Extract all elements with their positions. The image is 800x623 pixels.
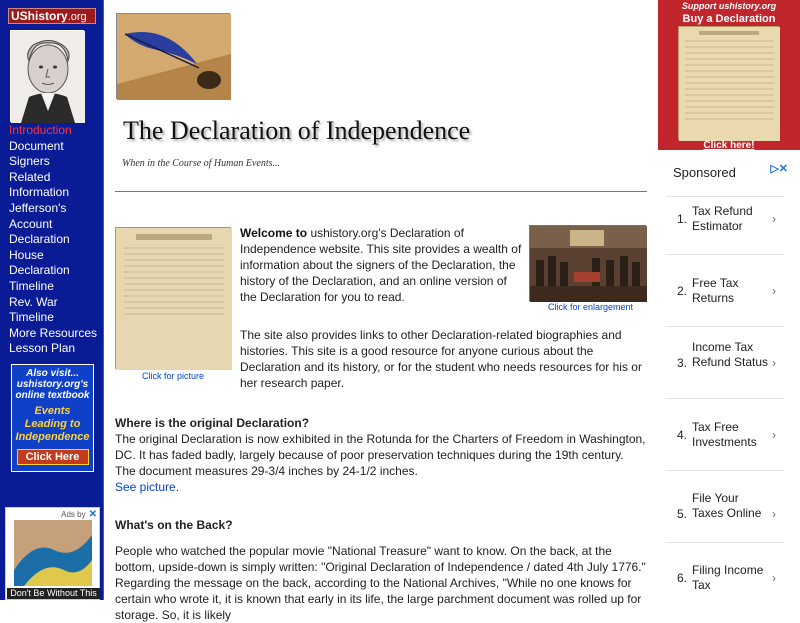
- logo-org: .org: [67, 11, 87, 23]
- sidebar-item-signers[interactable]: Signers: [9, 154, 50, 169]
- sidebar-item-declaration-2[interactable]: Declaration: [9, 263, 70, 278]
- chevron-right-icon: ›: [772, 212, 776, 226]
- welcome-bold: Welcome to: [240, 226, 308, 240]
- sponsored-label: Tax Free Investments: [692, 420, 757, 449]
- sidebar-item-rev-war[interactable]: Rev. War: [9, 294, 58, 309]
- ads-by-label: Ads by: [61, 510, 86, 519]
- declaration-document-image[interactable]: [115, 227, 231, 369]
- welcome-paragraph: [240, 225, 524, 305]
- click-here-link[interactable]: Click here!: [703, 140, 755, 151]
- sponsored-label: Income Tax Refund Status: [692, 340, 769, 369]
- sidebar-item-introduction[interactable]: Introduction: [9, 123, 72, 137]
- sidebar-item-jeffersons[interactable]: Jefferson's: [9, 200, 67, 215]
- sponsored-label: Tax Refund Estimator: [692, 204, 753, 233]
- sponsored-number: 2.: [677, 284, 688, 298]
- sidebar-item-declaration[interactable]: Declaration: [9, 232, 70, 247]
- back-heading: What's on the Back?: [115, 518, 233, 532]
- ad-header: [61, 509, 97, 520]
- quill-image: [116, 13, 230, 99]
- divider: [115, 191, 647, 192]
- textbook-promo[interactable]: [11, 364, 94, 472]
- portrait-image: [11, 31, 85, 123]
- see-picture-link[interactable]: See picture.: [115, 480, 180, 494]
- chevron-right-icon: ›: [772, 507, 776, 521]
- sponsored-label: File Your Taxes Online: [692, 491, 762, 520]
- buy-declaration-promo[interactable]: [658, 0, 800, 150]
- buy-title: Buy a Declaration: [682, 13, 776, 25]
- chevron-right-icon: ›: [772, 356, 776, 370]
- document-icon: [116, 228, 232, 370]
- sponsored-item[interactable]: [666, 196, 784, 254]
- ad-caption: Don't Be Without This: [7, 588, 100, 599]
- signing-painting-image[interactable]: [529, 225, 646, 301]
- page-title: The Declaration of Independence: [123, 116, 471, 145]
- sidebar-item-information[interactable]: Information: [9, 185, 70, 200]
- sidebar-item-lesson-plan[interactable]: Lesson Plan: [9, 341, 76, 356]
- painting-icon: [530, 226, 647, 302]
- jefferson-portrait[interactable]: [10, 30, 84, 122]
- sponsored-heading: Sponsored: [673, 165, 736, 180]
- sidebar-item-more-resources[interactable]: More Resources: [9, 325, 98, 340]
- sponsored-item[interactable]: [666, 470, 784, 542]
- chevron-right-icon: ›: [772, 571, 776, 585]
- where-text: The original Declaration is now exhibited in the Rotunda for the Charters of Freedom in Washington, DC. It has faded badly, largely because of poor preservation techniques during the 19th century. The document measures 29-3/4 inches by 24-1/2 inches.: [115, 432, 646, 478]
- left-sidebar: [0, 0, 104, 600]
- ad-choices-icon[interactable]: ▷✕: [770, 163, 788, 175]
- sponsored-number: 5.: [677, 507, 688, 521]
- logo-us: US: [11, 9, 28, 23]
- sponsored-item[interactable]: [666, 326, 784, 398]
- chevron-right-icon: ›: [772, 284, 776, 298]
- sidebar-item-timeline-2[interactable]: Timeline: [9, 310, 54, 325]
- intro-paragraph-2: The site also provides links to other Declaration-related biographies and histories. This site is a good resource for anyone curious about the Declaration and its history, or for the student who needs resources for his or her research paper.: [240, 328, 642, 390]
- sidebar-item-document[interactable]: Document: [9, 138, 64, 153]
- left-ad[interactable]: [5, 507, 100, 600]
- ad-image: [14, 520, 92, 586]
- back-paragraph: People who watched the popular movie "National Treasure" want to know. On the back, at the bottom, upside-down is simply written: "Original Declaration of Independence / dated 4th July 1776." Regarding the message on the back, according to the National Archives, "While no one knows for certain who wrote it, it is known that early in its life, the large parchment document was rolled up for storage. So, it is likely: [115, 544, 646, 622]
- sponsored-item[interactable]: [666, 398, 784, 470]
- sponsored-ads: [666, 162, 792, 600]
- sidebar-item-timeline[interactable]: Timeline: [9, 278, 54, 293]
- sponsored-number: 1.: [677, 212, 688, 226]
- logo-history: history: [27, 9, 68, 23]
- promo-title: Events Leading to Independence: [15, 405, 90, 443]
- site-logo[interactable]: [8, 8, 96, 24]
- sidebar-nav: [9, 123, 101, 357]
- page-subtitle: When in the Course of Human Events...: [122, 158, 281, 169]
- welcome-text: ushistory.org's Declaration of Independence website. This site provides a wealth of information about the signers of the Declaration, the history of the Declaration, and an online version of the Declaration for you to read.: [240, 226, 522, 304]
- parchment-image: [678, 26, 779, 140]
- click-for-picture-link[interactable]: Click for picture: [142, 371, 205, 381]
- promo-click-here-button[interactable]: Click Here: [17, 449, 89, 465]
- sidebar-item-house[interactable]: House: [9, 247, 44, 262]
- click-for-enlargement-link[interactable]: Click for enlargement: [548, 302, 634, 312]
- sidebar-item-account[interactable]: Account: [9, 216, 53, 231]
- sponsored-item[interactable]: [666, 542, 784, 600]
- ad-image-graphic: [14, 520, 92, 586]
- parchment-icon: [679, 27, 780, 141]
- sponsored-item[interactable]: [666, 254, 784, 326]
- sponsored-number: 3.: [677, 356, 688, 370]
- promo-text: Also visit... ushistory.org's online textbook: [15, 368, 90, 401]
- sponsored-number: 6.: [677, 571, 688, 585]
- main-content: [104, 0, 658, 622]
- where-heading: Where is the original Declaration?: [115, 416, 310, 430]
- ad-close-icon[interactable]: ✕: [88, 509, 97, 520]
- quill-icon: [117, 14, 231, 100]
- sponsored-label: Free Tax Returns: [692, 276, 739, 305]
- chevron-right-icon: ›: [772, 428, 776, 442]
- sidebar-item-related[interactable]: Related: [9, 169, 51, 184]
- right-sidebar: [658, 0, 800, 600]
- support-text: Support ushistory.org: [681, 1, 777, 11]
- where-paragraph: [115, 431, 647, 495]
- sponsored-number: 4.: [677, 428, 688, 442]
- sponsored-label: Filing Income Tax: [692, 563, 764, 592]
